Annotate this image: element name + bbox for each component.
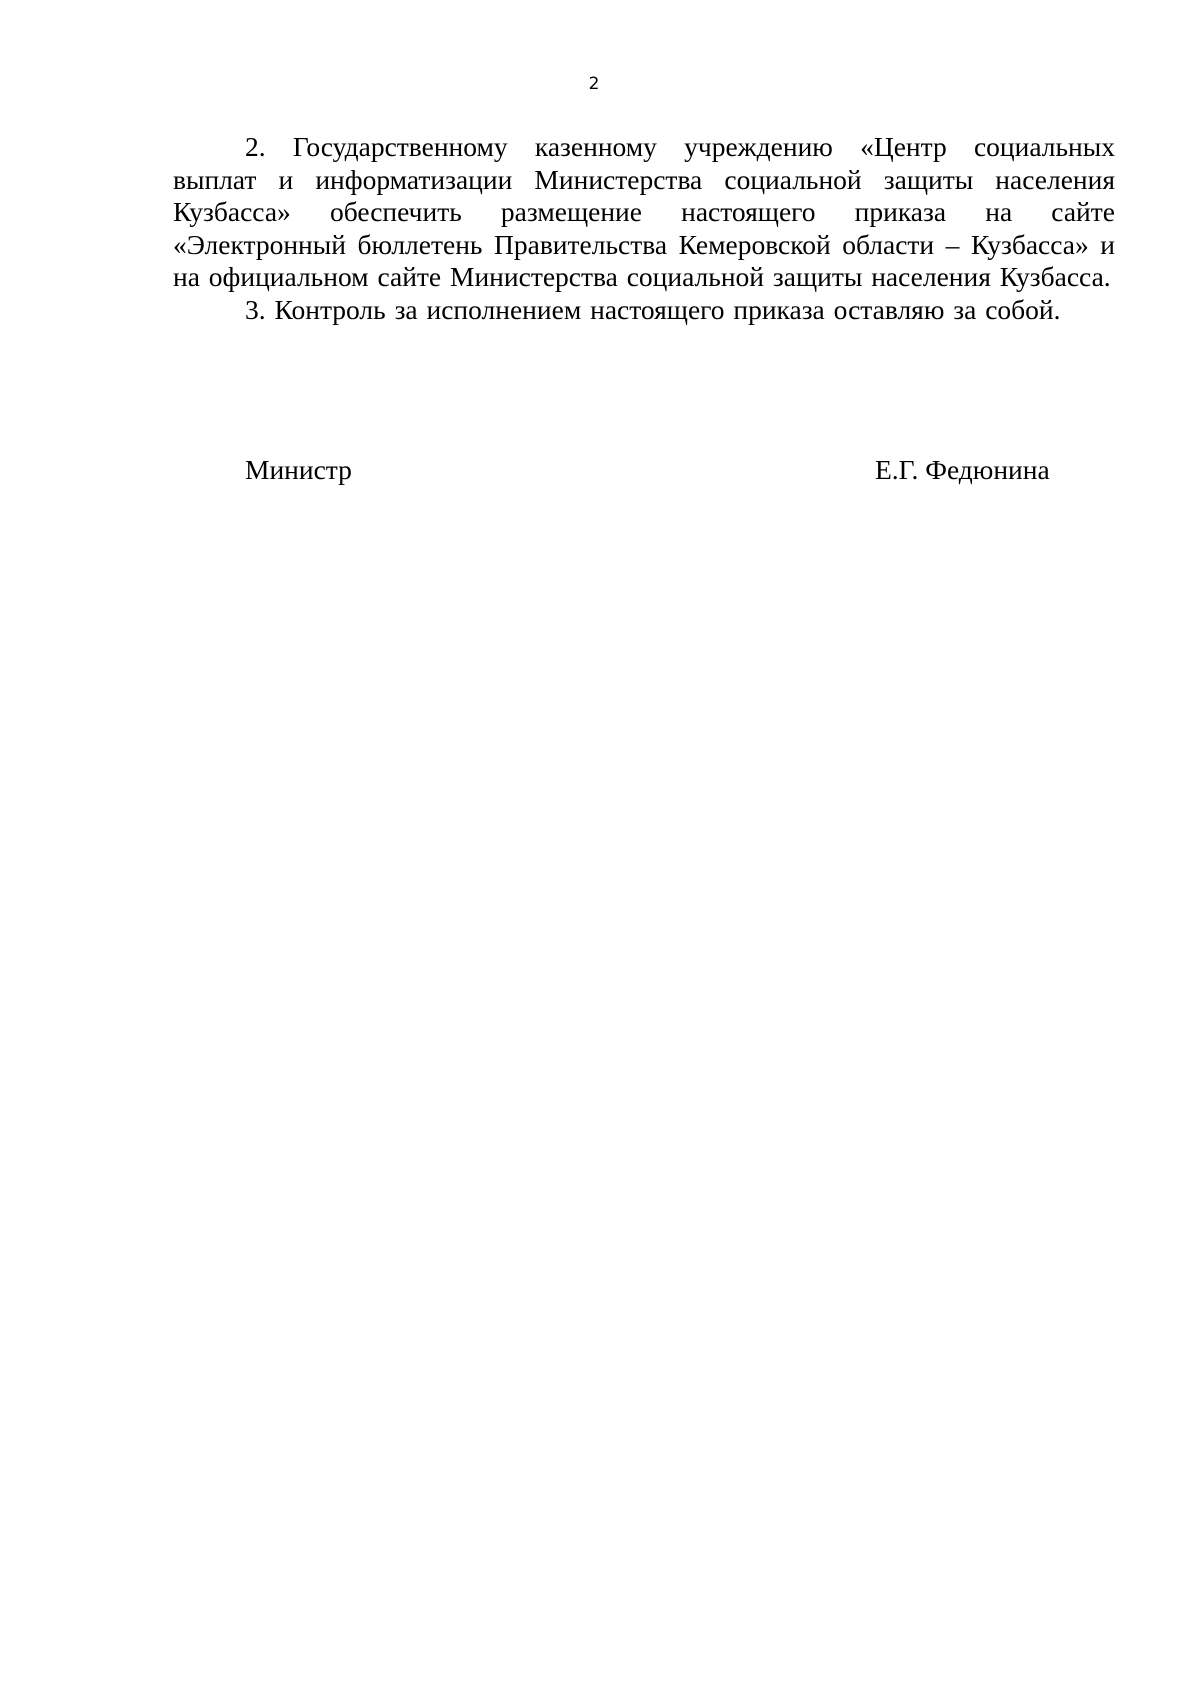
signatory-title: Министр [245,454,352,485]
paragraph-3: 3. Контроль за исполнением настоящего приказа оставляю за собой. [245,293,1061,325]
document-body [173,131,1115,327]
signatory-name: Е.Г. Федюнина [875,454,1050,485]
page-number: 2 [588,74,600,94]
paragraph-2: 2. Государственному казенному учреждению «Центр социальных выплат и информатизации Министерства социальной защиты населения Кузбасса» обеспечить размещение настоящего приказа на сайте «Электронный бюллетень Правительства Кемеровской области – Кузбасса» и на официальном сайте Министерства социальной защиты населения Кузбасса. [173,131,1115,293]
